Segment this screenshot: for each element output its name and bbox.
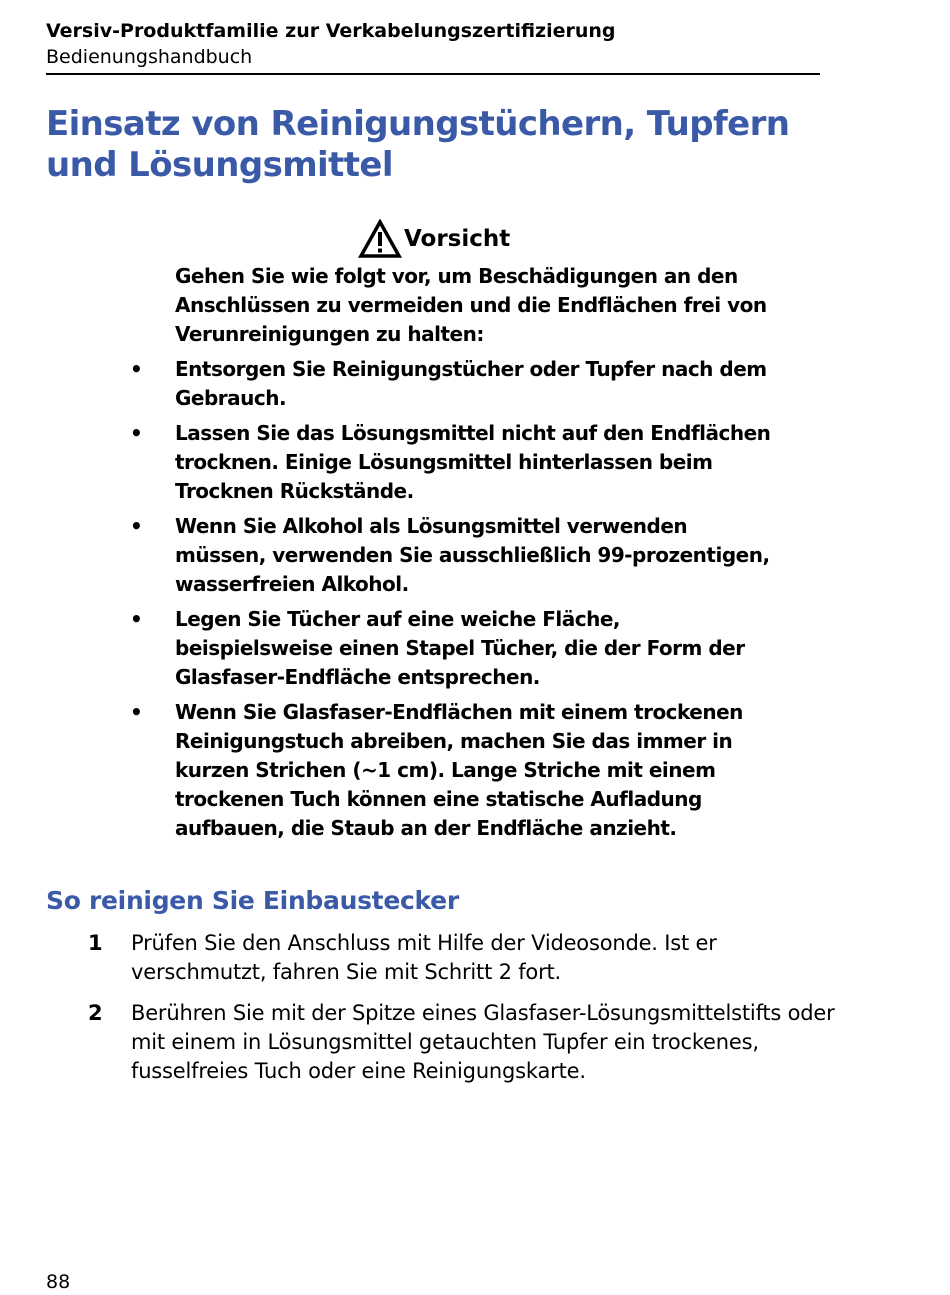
step-number: 2 [88, 1001, 103, 1025]
warning-triangle-icon [358, 219, 402, 259]
bullet-icon: • [130, 700, 143, 724]
caution-list-item [130, 698, 780, 843]
step-text: Prüfen Sie den Anschluss mit Hilfe der Videosonde. Ist er verschmutzt, fahren Sie mit Schritt 2 fort. [131, 931, 717, 984]
bullet-icon: • [130, 607, 143, 631]
section-title: Einsatz von Reinigungstüchern, Tupfern und Lösungsmittel [46, 104, 790, 185]
caution-list-item-text: Lassen Sie das Lösungsmittel nicht auf den Endflächen trocknen. Einige Lösungsmittel hinterlassen beim Trocknen Rückstände. [175, 421, 771, 503]
caution-intro: Gehen Sie wie folgt vor, um Beschädigungen an den Anschlüssen zu vermeiden und die Endflächen frei von Verunreinigungen zu halten: [175, 264, 767, 346]
step-list [88, 929, 848, 1098]
caution-list-item-text: Wenn Sie Glasfaser-Endflächen mit einem trockenen Reinigungstuch abreiben, machen Sie das immer in kurzen Strichen (~1 cm). Lange Striche mit einem trockenen Tuch können eine statische Aufladung aufbauen, die Staub an der Endfläche anzieht. [175, 700, 743, 840]
running-header [46, 18, 820, 70]
header-title: Versiv-Produktfamilie zur Verkabelungszertifizierung [46, 20, 616, 42]
bullet-icon: • [130, 357, 143, 381]
step-number: 1 [88, 931, 103, 955]
caution-list-item-text: Legen Sie Tücher auf eine weiche Fläche, beispielsweise einen Stapel Tücher, die der Form der Glasfaser-Endfläche entsprechen. [175, 607, 745, 689]
subsection-title: So reinigen Sie Einbaustecker [46, 886, 459, 915]
caution-list-item [130, 419, 780, 506]
header-subtitle: Bedienungshandbuch [46, 46, 253, 68]
caution-list-item [130, 605, 780, 692]
caution-list-item [130, 355, 780, 413]
caution-list-item [130, 512, 780, 599]
step-item [88, 929, 848, 987]
caution-list-item-text: Wenn Sie Alkohol als Lösungsmittel verwenden müssen, verwenden Sie ausschließlich 99-prozentigen, wasserfreien Alkohol. [175, 514, 770, 596]
step-text: Berühren Sie mit der Spitze eines Glasfaser-Lösungsmittelstifts oder mit einem in Lösungsmittel getauchten Tupfer ein trockenes, fusselfreies Tuch oder eine Reinigungskarte. [131, 1001, 835, 1083]
bullet-icon: • [130, 514, 143, 538]
caution-list [130, 355, 780, 849]
step-item [88, 999, 848, 1086]
caution-label: Vorsicht [404, 226, 511, 252]
caution-list-item-text: Entsorgen Sie Reinigungstücher oder Tupfer nach dem Gebrauch. [175, 357, 767, 410]
header-divider [46, 73, 820, 75]
bullet-icon: • [130, 421, 143, 445]
page-number: 88 [46, 1271, 71, 1293]
caution-heading [358, 219, 510, 259]
